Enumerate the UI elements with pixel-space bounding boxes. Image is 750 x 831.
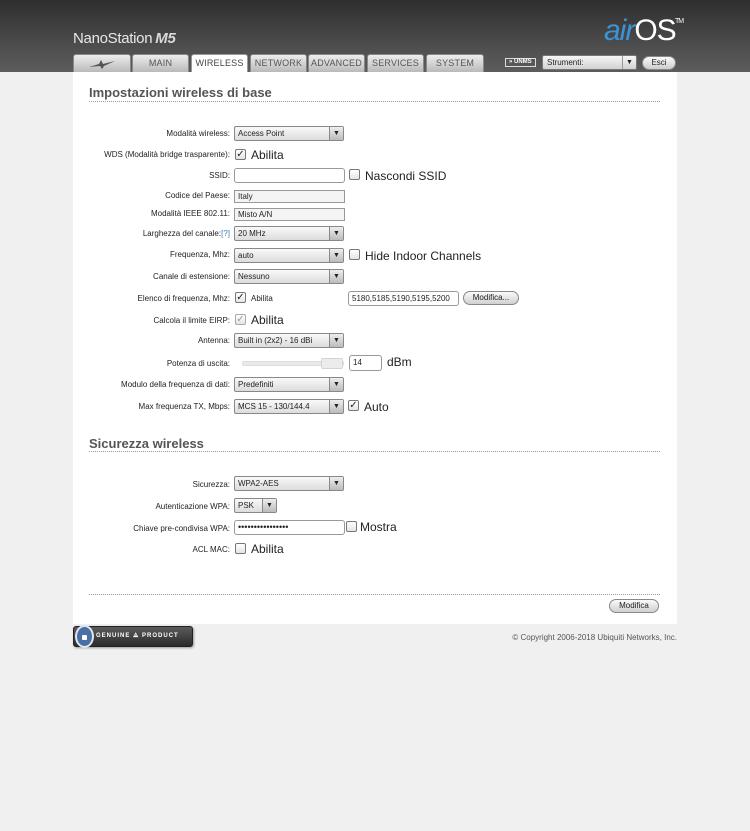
max-tx-rate-label: Max frequenza TX, Mbps:: [138, 402, 230, 411]
tab-network[interactable]: NETWORK: [250, 54, 307, 72]
channel-width-select[interactable]: 20 MHz ▼: [234, 226, 344, 241]
frequency-list-label: Elenco di frequenza, Mhz:: [137, 294, 230, 303]
chevron-down-icon: ▼: [329, 270, 343, 283]
wpa-auth-label: Autenticazione WPA:: [155, 502, 230, 511]
chevron-down-icon: ▼: [622, 56, 636, 69]
data-rate-module-select[interactable]: Predefiniti ▼: [234, 377, 344, 392]
chevron-down-icon: ▼: [329, 227, 343, 240]
ieee-mode-field: Misto A/N: [234, 208, 345, 221]
chevron-down-icon: ▼: [329, 400, 343, 413]
max-tx-rate-select[interactable]: MCS 15 - 130/144.4 ▼: [234, 399, 344, 414]
wireless-mode-label: Modalità wireless:: [166, 129, 230, 138]
show-psk-checkbox[interactable]: [346, 521, 357, 532]
hide-indoor-checkbox[interactable]: [349, 249, 360, 260]
divider: [89, 451, 660, 452]
divider: [89, 101, 660, 102]
hide-ssid-label: Nascondi SSID: [365, 169, 447, 183]
max-tx-auto-checkbox[interactable]: ✓: [349, 400, 358, 411]
antenna-label: Antenna:: [197, 336, 230, 345]
extension-channel-select[interactable]: Nessuno ▼: [234, 269, 344, 284]
acl-mac-option-label: Abilita: [251, 542, 284, 556]
slider-handle[interactable]: [321, 358, 343, 369]
output-power-slider[interactable]: [242, 361, 344, 366]
ubiquiti-logo-icon: [87, 58, 117, 70]
apply-change-button[interactable]: Modifica: [609, 599, 659, 613]
edit-frequency-button[interactable]: Modifica...: [463, 291, 519, 305]
max-tx-auto-label: Auto: [364, 400, 389, 414]
chevron-down-icon: ▼: [329, 334, 343, 347]
chevron-down-icon: ▼: [262, 499, 276, 512]
settings-panel: [73, 72, 677, 624]
output-power-unit: dBm: [387, 355, 412, 369]
country-label: Codice del Paese:: [165, 191, 230, 200]
eirp-checkbox[interactable]: ✓: [236, 314, 245, 325]
wds-label: WDS (Modalità bridge trasparente):: [104, 150, 230, 159]
frequency-list-input[interactable]: 5180,5185,5190,5195,5200: [348, 291, 459, 306]
ieee-mode-label: Modalità IEEE 802.11:: [150, 209, 230, 218]
logout-button[interactable]: Esci: [642, 56, 676, 70]
acl-mac-checkbox[interactable]: [235, 543, 246, 554]
frequency-list-option: Abilita: [251, 294, 273, 303]
copyright-text: © Copyright 2006-2018 Ubiquiti Networks, Inc.: [512, 633, 677, 642]
tab-home[interactable]: [73, 54, 131, 72]
wireless-security-title: Sicurezza wireless: [89, 436, 204, 451]
chevron-down-icon: ▼: [329, 249, 343, 262]
chevron-down-icon: ▼: [329, 127, 343, 140]
tab-services[interactable]: SERVICES: [367, 54, 424, 72]
tab-advanced[interactable]: ADVANCED: [308, 54, 365, 72]
unms-badge[interactable]: » UNMS: [505, 58, 536, 67]
country-field: Italy: [234, 190, 345, 203]
output-power-input[interactable]: 14: [349, 355, 382, 371]
frequency-label: Frequenza, Mhz:: [169, 250, 230, 259]
wds-option-label: Abilita: [251, 148, 284, 162]
eirp-label: Calcola il limite EIRP:: [153, 316, 230, 325]
help-link[interactable]: [?]: [221, 229, 230, 238]
genuine-product-badge: GENUINE ⟁ PRODUCT: [73, 626, 193, 647]
extension-channel-label: Canale di estensione:: [153, 272, 230, 281]
psk-input[interactable]: ••••••••••••••••: [234, 520, 345, 535]
chevron-down-icon: ▼: [329, 378, 343, 391]
wireless-mode-select[interactable]: Access Point ▼: [234, 126, 344, 141]
tools-select[interactable]: Strumenti: ▼: [542, 55, 637, 70]
device-name: NanoStation M5: [73, 30, 176, 47]
tab-wireless[interactable]: WIRELESS: [191, 54, 248, 73]
antenna-select[interactable]: Built in (2x2) - 16 dBi ▼: [234, 333, 344, 348]
ssid-label: SSID:: [209, 171, 230, 180]
hide-ssid-checkbox[interactable]: [349, 169, 360, 180]
channel-width-label: Larghezza del canale:[?]: [142, 229, 230, 238]
airos-logo: airOS TM: [604, 14, 684, 47]
tab-system[interactable]: SYSTEM: [426, 54, 484, 72]
psk-label: Chiave pre-condivisa WPA:: [133, 524, 230, 533]
chevron-down-icon: ▼: [329, 477, 343, 490]
frequency-list-checkbox[interactable]: ✓: [236, 292, 245, 303]
divider: [89, 594, 660, 595]
hide-indoor-label: Hide Indoor Channels: [365, 249, 482, 263]
show-psk-label: Mostra: [360, 520, 397, 534]
wds-checkbox[interactable]: ✓: [236, 149, 245, 160]
wpa-auth-select[interactable]: PSK ▼: [234, 498, 277, 513]
output-power-label: Potenza di uscita:: [166, 359, 230, 368]
data-rate-module-label: Modulo della frequenza di dati:: [121, 380, 230, 389]
security-label: Sicurezza:: [192, 480, 230, 489]
wireless-settings-title: Impostazioni wireless di base: [89, 85, 272, 100]
lock-icon: [75, 625, 94, 648]
security-select[interactable]: WPA2-AES ▼: [234, 476, 344, 491]
frequency-select[interactable]: auto ▼: [234, 248, 344, 263]
tab-main[interactable]: MAIN: [132, 54, 189, 72]
eirp-option-label: Abilita: [251, 313, 284, 327]
acl-mac-label: ACL MAC:: [192, 545, 230, 554]
ssid-input[interactable]: [234, 168, 345, 183]
device-model: M5: [155, 30, 176, 47]
